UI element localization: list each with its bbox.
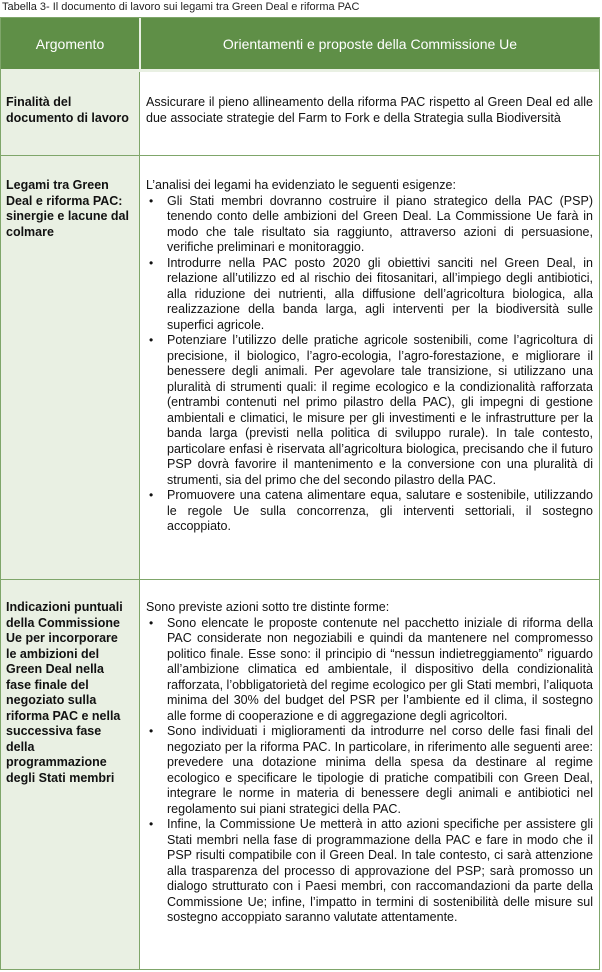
row-intro: Assicurare il pieno allineamento della riforma PAC rispetto al Green Deal ed alle due associate strategie del Farm to Fork e della Strategia sulla Biodiversità bbox=[146, 95, 593, 125]
list-item: • Promuovere una catena alimentare equa, salutare e sostenibile, utilizzando le regole Ue sulla concorrenza, gli interventi settoriali, il sostegno accoppiato. bbox=[149, 488, 593, 533]
row-content bbox=[139, 72, 599, 155]
row-topic: Finalità del documento di lavoro bbox=[1, 72, 139, 155]
bullet-icon: • bbox=[149, 255, 154, 270]
bullet-list bbox=[146, 194, 593, 535]
list-item: • Potenziare l’utilizzo delle pratiche agricole sostenibili, come l’agricoltura di precisione, il biologico, l’agro-ecologia, l’agro-forestazione, e migliorare il benessere degli animali. Per agevolare tale transizione, si utilizzano una pluralità di strumenti quali: il regime ecologico e la condizionalità rafforzata (entrambi contenuti nel primo pilastro della PAC), gli impegni di gestione ambientali e climatici, le misure per gli investimenti e le infrastrutture per la banda larga (previsti nella politica di sviluppo rurale). In tale contesto, particolare enfasi è riservata all’agricoltura biologica, precisando che il futuro PSP dovrà favorire il mantenimento e la conversione con una pluralità di strumenti, sia del primo che del secondo pilastro della PAC. bbox=[149, 333, 593, 487]
table-row bbox=[1, 580, 599, 969]
row-topic: Indicazioni puntuali della Commissione Ue per incorporare le ambizioni del Green Deal nella fase finale del negoziato sulla riforma PAC e nella successiva fase della programmazione degli Stati membri bbox=[1, 580, 139, 969]
list-item: • Sono individuati i miglioramenti da introdurre nel corso delle fasi finali del negoziato per la riforma PAC. In particolare, in riferimento alle seguenti aree: prevedere una dotazione minima della spesa da destinare al regime ecologico e specificare le tipologie di pratiche compatibili con Green Deal, integrare le norme in materia di benessere degli animali e antibiotici nel regolamento sui piani strategici della PAC. bbox=[149, 724, 593, 816]
bullet-icon: • bbox=[149, 615, 154, 630]
bullet-icon: • bbox=[149, 488, 154, 502]
row-intro: Sono previste azioni sotto tre distinte forme: bbox=[146, 600, 390, 614]
list-item: • Introdurre nella PAC posto 2020 gli obiettivi sanciti nel Green Deal, in relazione all’utilizzo ed al rischio dei fitosanitari, all’impiego degli antibiotici, alla riduzione dei nutrienti, alla diffusione dell’agricoltura biologica, alla realizzazione della banda larga, agli interventi per la biodiversità sulle superfici agricole. bbox=[149, 255, 593, 332]
row-intro: L’analisi dei legami ha evidenziato le seguenti esigenze: bbox=[146, 178, 456, 192]
bullet-icon: • bbox=[149, 193, 154, 208]
list-item: • Gli Stati membri dovranno costruire il piano strategico della PAC (PSP) tenendo conto delle ambizioni del Green Deal. La Commissione Ue farà in modo che tale risultato sia raggiunto, attraverso azioni di persuasione, verifiche preliminari e monitoraggio. bbox=[149, 193, 593, 254]
table-row bbox=[1, 72, 599, 155]
table-caption: Tabella 3- Il documento di lavoro sui legami tra Green Deal e riforma PAC bbox=[2, 1, 360, 13]
list-item: • Sono elencate le proposte contenute nel pacchetto iniziale di riforma della PAC considerate non negoziabili e quindi da mantenere nel compromesso politico finale. Esse sono: il principio di “nessun indietreggiamento” riguardo all’ambizione climatica ed ambientale, il dispositivo della condizionalità rafforzata, l’obbligatorietà del regime ecologico per gli Stati membri, l’aliquota minima del 30% del budget del PSR per l’ambiente ed il clima, il sostegno alle forme di cooperazione e di aggregazione degli agricoltori. bbox=[149, 615, 593, 723]
bullet-icon: • bbox=[149, 817, 154, 831]
header-orientamenti: Orientamenti e proposte della Commissione Ue bbox=[222, 35, 518, 52]
header-argomento: Argomento bbox=[35, 35, 105, 52]
table-header bbox=[1, 18, 599, 72]
bullet-list bbox=[146, 616, 593, 926]
row-topic: Legami tra Green Deal e riforma PAC: sinergie e lacune dal colmare bbox=[1, 156, 139, 579]
row-content bbox=[139, 580, 599, 969]
table-row bbox=[1, 156, 599, 579]
bullet-icon: • bbox=[149, 724, 154, 738]
bullet-icon: • bbox=[149, 333, 154, 347]
row-content bbox=[139, 156, 599, 579]
table bbox=[0, 17, 600, 970]
list-item: • Infine, la Commissione Ue metterà in atto azioni specifiche per assistere gli Stati membri nella fase di programmazione della PAC e fare in modo che il PSP risulti compatibile con il Green Deal. In tale contesto, ci sarà attenzione alla trasparenza del processo di approvazione del PSP; sarà promosso un dialogo strutturato con i Paesi membri, con raccomandazioni da parte della Commissione Ue; infine, l’impatto in termini di sostenibilità delle misure sul sostegno accoppiato saranno valutate attentamente. bbox=[149, 817, 593, 924]
